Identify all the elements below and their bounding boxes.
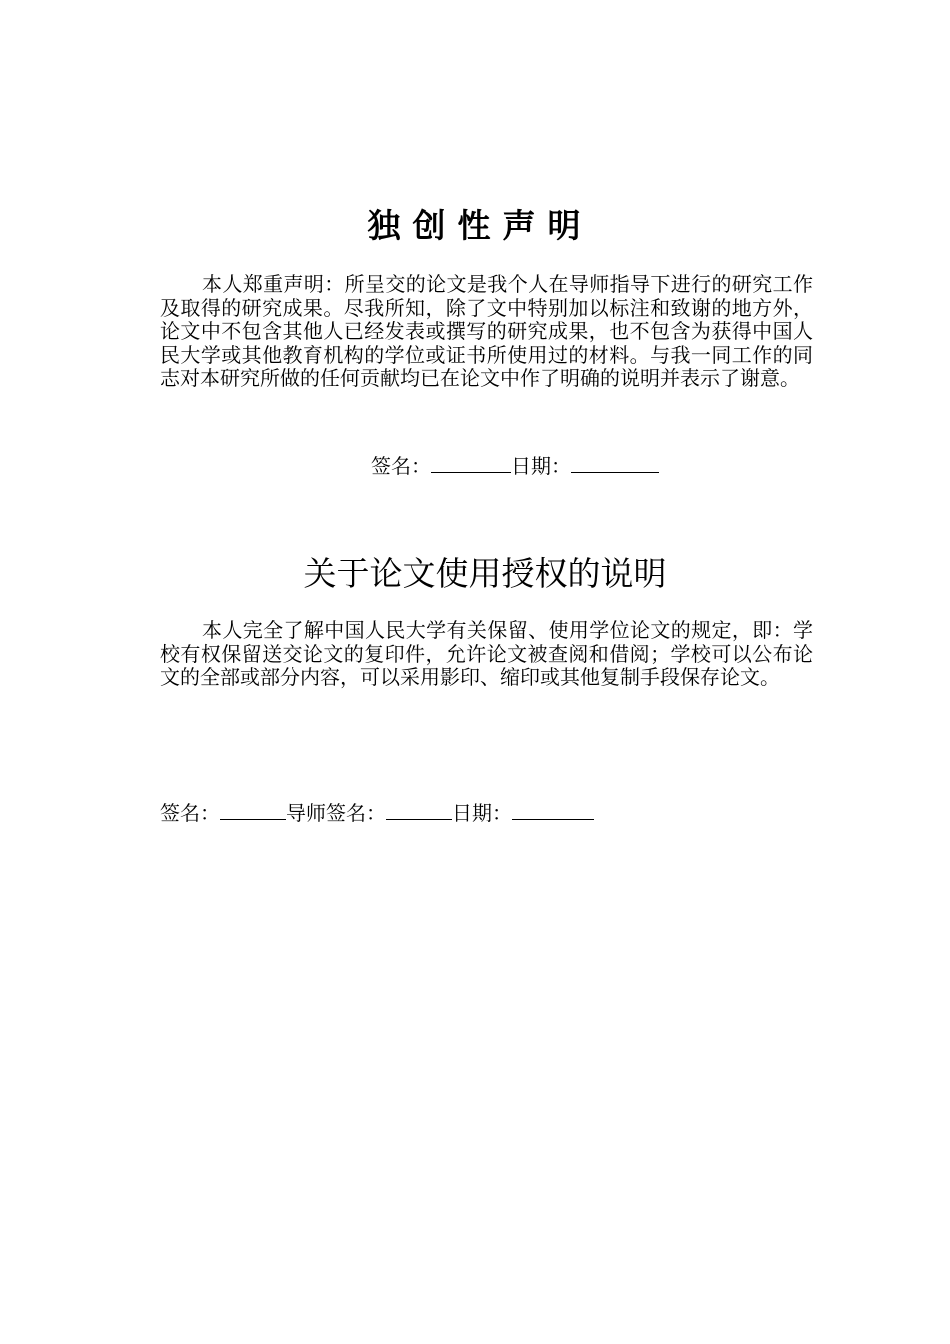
declaration-body: 本人郑重声明：所呈交的论文是我个人在导师指导下进行的研究工作及取得的研究成果。尽我所知，除了文中特别加以标注和致谢的地方外，论文中不包含其他人已经发表或撰写的研究成果，也不包含为获得中国人民大学或其他教育机构的学位或证书所使用过的材料。与我一同工作的同志对本研究所做的任何贡献均已在论文中作了明确的说明并表示了谢意。 [160, 272, 813, 390]
signature-blank [431, 452, 511, 473]
date-blank [512, 799, 594, 820]
signature-blank [220, 799, 286, 820]
advisor-signature-label: 导师签名： [286, 801, 386, 825]
declaration-signature-line [371, 452, 659, 478]
authorization-body: 本人完全了解中国人民大学有关保留、使用学位论文的规定，即：学校有权保留送交论文的复印件，允许论文被查阅和借阅；学校可以公布论文的全部或部分内容，可以采用影印、缩印或其他复制手段保存论文。 [160, 618, 813, 689]
date-label: 日期： [511, 454, 571, 478]
signature-label: 签名： [371, 454, 431, 478]
signature-label: 签名： [160, 801, 220, 825]
authorization-signature-line [160, 799, 594, 825]
date-blank [571, 452, 659, 473]
advisor-signature-blank [386, 799, 452, 820]
declaration-title: 独创性声明 [367, 206, 593, 245]
authorization-title: 关于论文使用授权的说明 [303, 554, 667, 593]
date-label: 日期： [452, 801, 512, 825]
